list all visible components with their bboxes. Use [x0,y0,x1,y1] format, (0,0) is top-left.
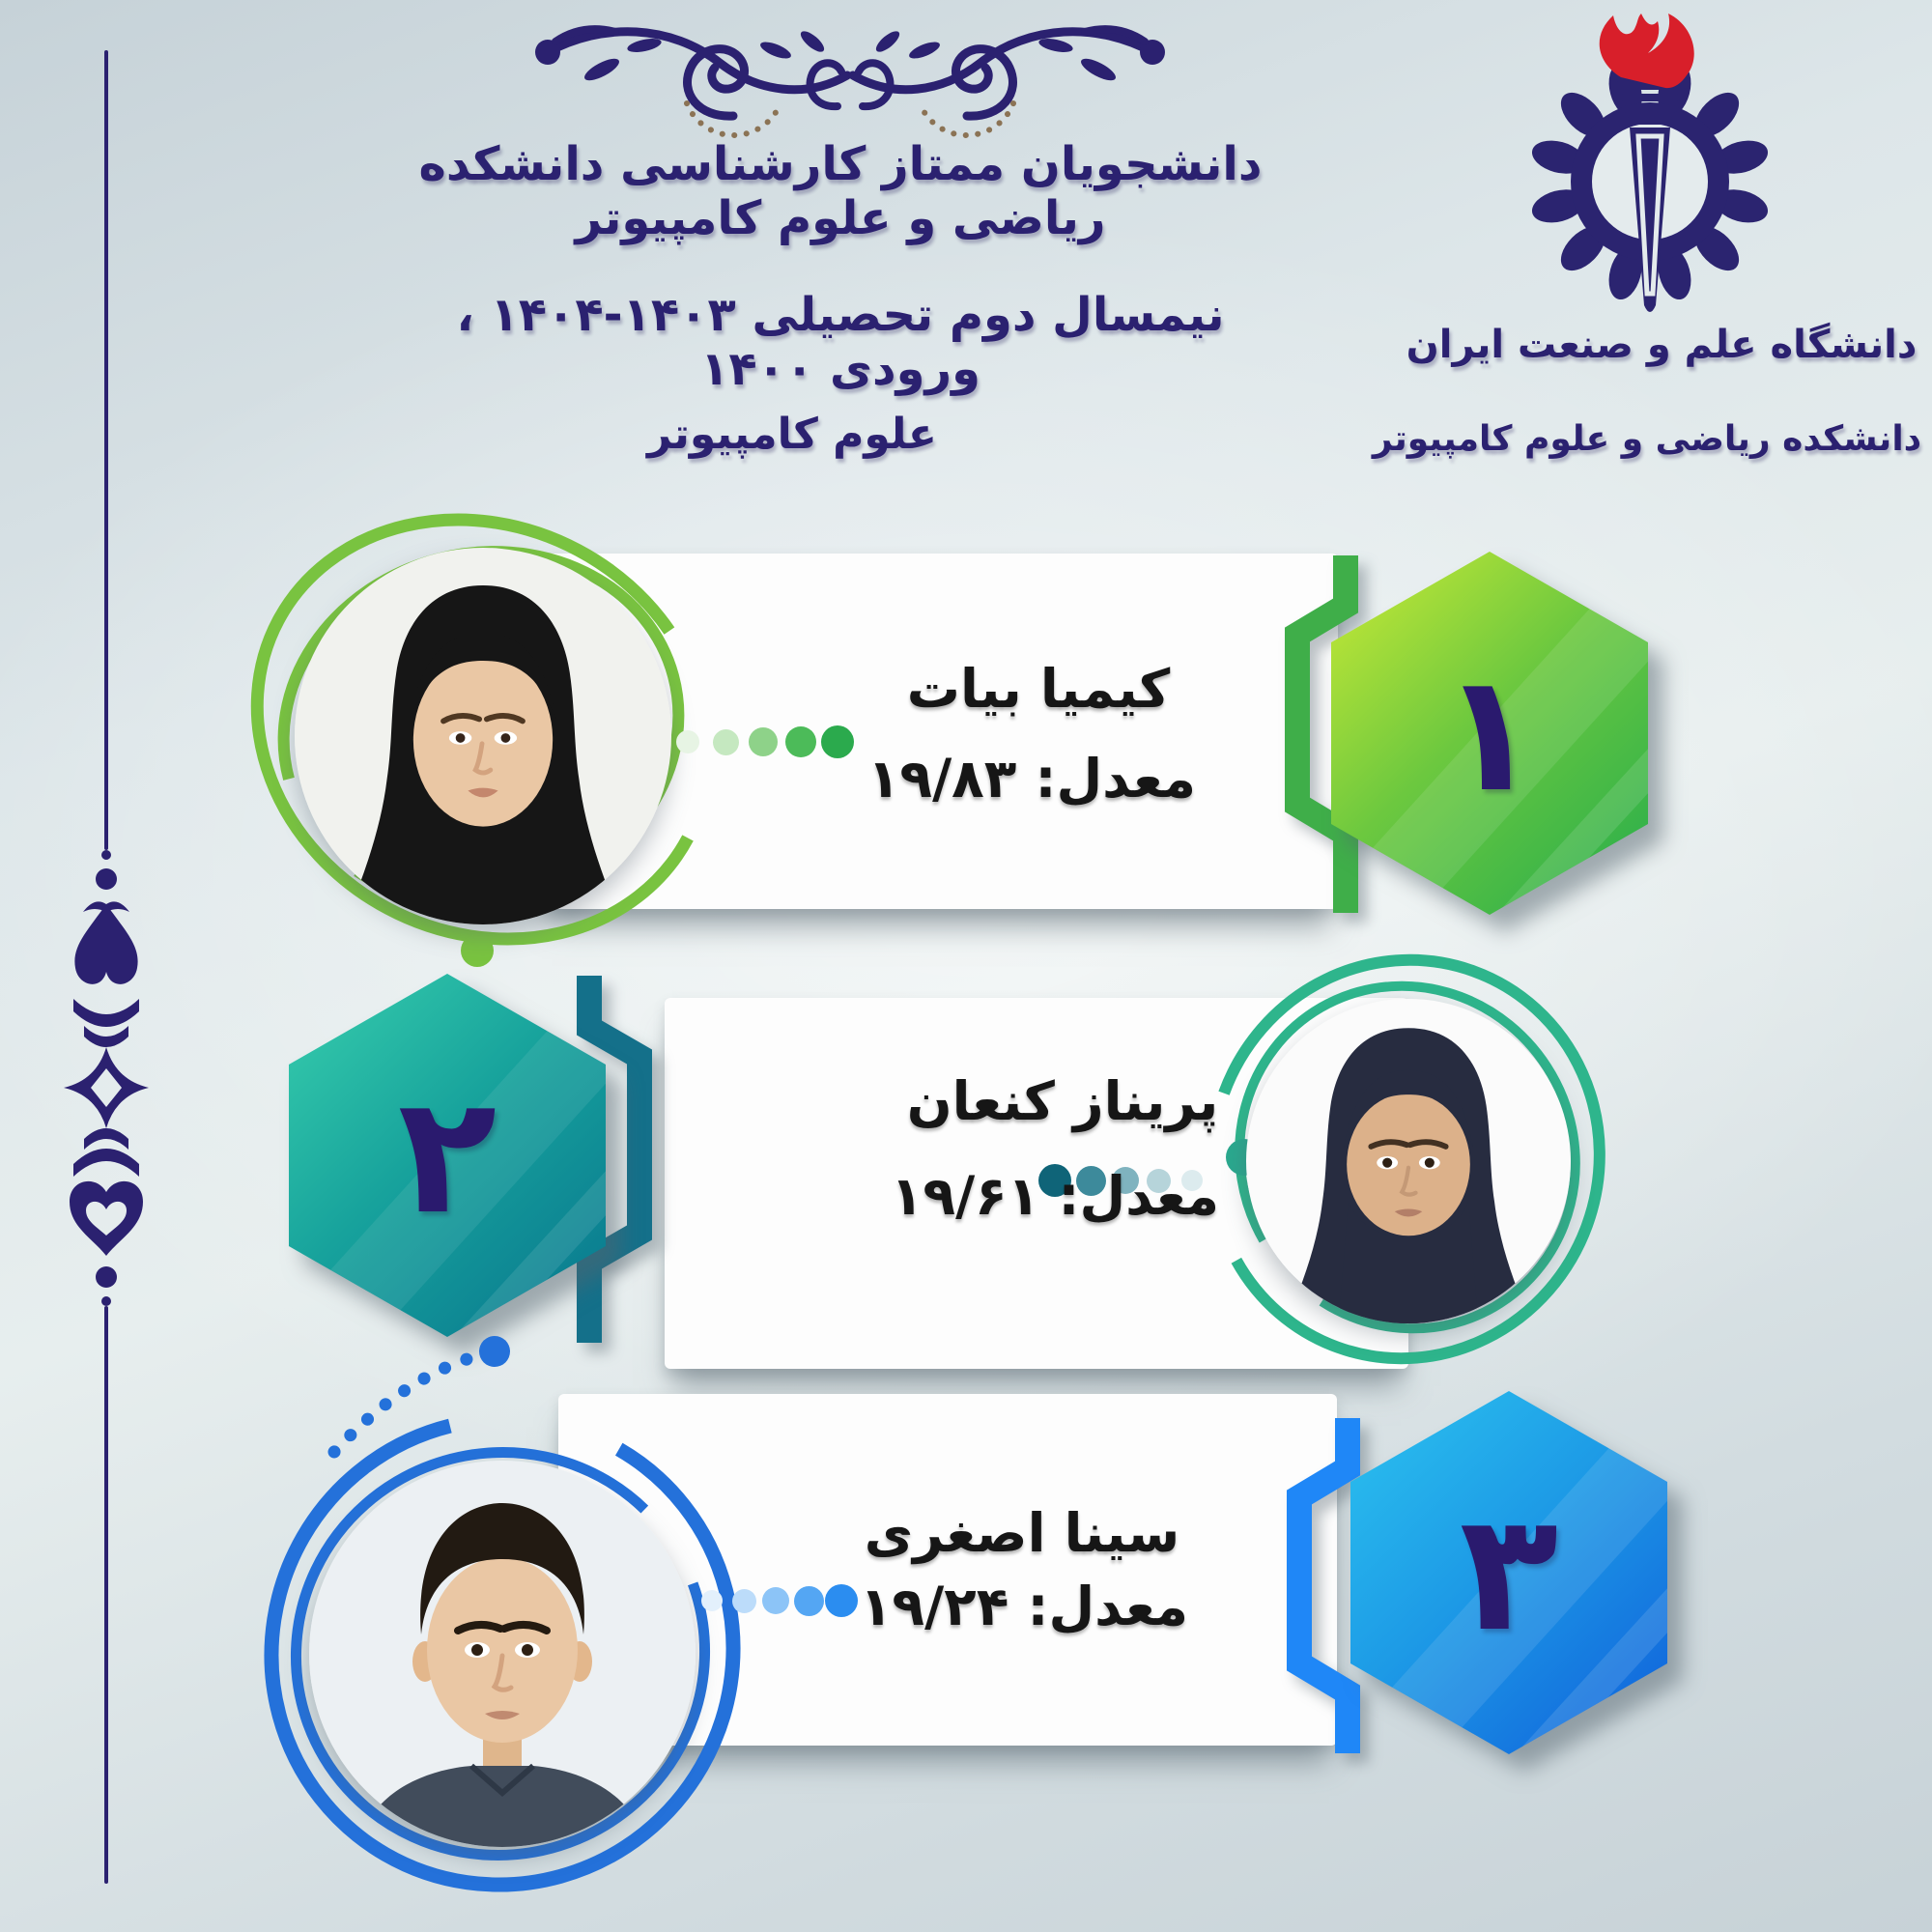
student-gpa-3: معدل: ۱۹/۲۴ [859,1576,1189,1637]
logo-faculty-name: دانشکده ریاضی و علوم کامپیوتر [1372,419,1922,459]
progress-dot [676,730,699,753]
progress-dot [732,1589,756,1613]
student-avatar-2 [1246,999,1571,1323]
side-divider-line-top [104,50,108,850]
page-title-line1: دانشجویان ممتاز کارشناسی دانشکده ریاضی و علوم کامپیوتر [418,137,1263,245]
student-photo-2 [1246,999,1571,1323]
page-title-line3: علوم کامپیوتر [647,410,937,459]
student-gpa-1: معدل: ۱۹/۸۳ [867,748,1197,810]
progress-dot [701,1590,723,1611]
student-gpa-2: معدل: ۱۹/۶۱ [890,1165,1220,1227]
student-photo-3 [309,1461,696,1847]
side-divider-line-bottom [104,1306,108,1884]
ring-end-dot [479,1336,510,1367]
progress-dot [785,726,816,757]
progress-dot [762,1587,789,1614]
student-photo-1 [295,548,671,924]
header-flourish-ornament [526,10,1174,133]
iust-logo-icon [1510,8,1790,336]
logo-university-name: دانشگاه علم و صنعت ایران [1406,323,1918,367]
student-name-2: پریناز کنعان [906,1070,1219,1132]
progress-dot [713,729,739,755]
student-avatar-3 [309,1461,696,1847]
page-title-line2: نیمسال دوم تحصیلی ۱۴۰۳-۱۴۰۴ ، ورودی ۱۴۰۰ [456,288,1225,396]
rank-number-1: ۱ [1439,639,1540,828]
progress-dot [794,1586,824,1616]
rank-number-2: ۲ [397,1061,497,1250]
side-ornament [58,848,155,1308]
student-name-1: کیمیا بیات [906,658,1171,720]
student-name-3: سینا اصغری [864,1502,1180,1564]
progress-dot [749,727,778,756]
student-avatar-1 [295,548,671,924]
rank-number-3: ۳ [1459,1478,1559,1667]
